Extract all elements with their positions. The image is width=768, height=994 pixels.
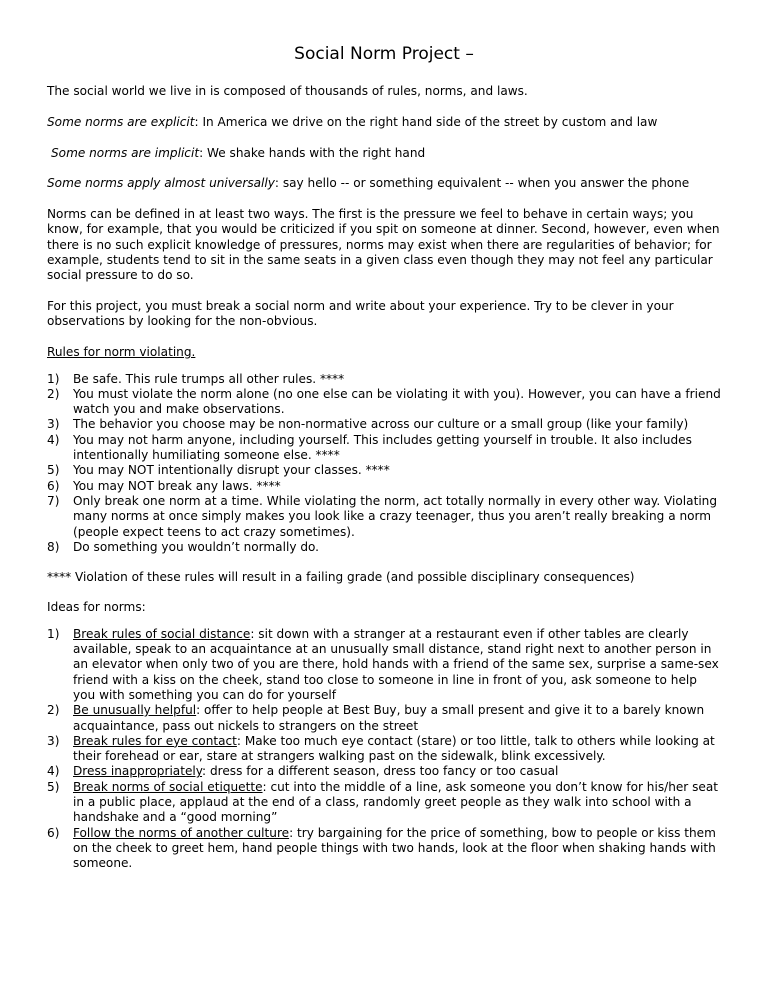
rule-text: Do something you wouldn’t normally do. <box>73 539 320 554</box>
rule-item <box>47 433 721 464</box>
idea-item <box>47 826 721 872</box>
rule-text: The behavior you choose may be non-normative across our culture or a small group (like your family) <box>73 417 689 432</box>
rule-item <box>47 417 721 432</box>
idea-number: 6) <box>47 825 60 840</box>
idea-text: : Make too much eye contact (stare) or too little, talk to others while looking at their forehead or ear, stare at strangers walking past on the sidewalk, blink excessively. <box>73 733 715 764</box>
universal-norms-lead: Some norms apply almost universally <box>47 176 275 191</box>
explicit-norms-paragraph <box>47 115 721 130</box>
idea-text: : cut into the middle of a line, ask someone you don’t know for his/her seat in a public place, applaud at the end of a class, randomly greet people as they walk into school with a handshake and a “good morning” <box>73 779 719 825</box>
rule-item <box>47 387 721 418</box>
idea-text: : offer to help people at Best Buy, buy a small present and give it to a barely known acquaintance, pass out nickels to strangers on the street <box>73 703 705 733</box>
rule-number: 1) <box>47 371 60 386</box>
implicit-norms-paragraph <box>47 146 721 161</box>
implicit-norms-text: : We shake hands with the right hand <box>199 145 426 160</box>
rule-number: 4) <box>47 432 60 447</box>
idea-text: : dress for a different season, dress too fancy or too casual <box>202 764 559 779</box>
rule-text: Only break one norm at a time. While violating the norm, act totally normally in every other way. Violating many norms at once simply makes you look like a crazy teenager, thus you aren’t really breaking a norm (people expect teens to act crazy sometimes). <box>73 493 718 539</box>
implicit-norms-lead: Some norms are implicit <box>51 145 200 160</box>
rule-item <box>47 463 721 478</box>
explicit-norms-text: : In America we drive on the right hand side of the street by custom and law <box>194 114 658 129</box>
universal-norms-text: : say hello -- or something equivalent -- when you answer the phone <box>274 176 690 191</box>
rule-number: 2) <box>47 386 60 401</box>
rule-number: 8) <box>47 539 60 554</box>
idea-number: 1) <box>47 626 60 641</box>
rule-item <box>47 494 721 540</box>
ideas-list <box>47 627 721 872</box>
idea-lead: Dress inappropriately <box>73 764 203 779</box>
rule-number: 5) <box>47 463 60 478</box>
rule-text: You must violate the norm alone (no one else can be violating it with you). However, you can have a friend watch you and make observations. <box>73 386 721 417</box>
rule-item <box>47 479 721 494</box>
idea-number: 2) <box>47 703 60 718</box>
intro-paragraph: The social world we live in is composed of thousands of rules, norms, and laws. <box>47 84 528 98</box>
idea-lead: Break norms of social etiquette <box>73 779 263 794</box>
rule-number: 7) <box>47 493 60 508</box>
rule-item <box>47 372 721 387</box>
explicit-norms-lead: Some norms are explicit <box>47 114 195 129</box>
rule-text: Be safe. This rule trumps all other rules. **** <box>73 371 345 386</box>
rules-list <box>47 372 721 556</box>
idea-item <box>47 780 721 826</box>
idea-number: 3) <box>47 733 60 748</box>
idea-number: 4) <box>47 764 60 779</box>
idea-number: 5) <box>47 779 60 794</box>
rule-text: You may NOT break any laws. **** <box>73 478 281 493</box>
idea-item <box>47 734 721 765</box>
universal-norms-paragraph <box>47 176 721 191</box>
idea-text: : try bargaining for the price of something, bow to people or kiss them on the cheek to greet hem, hand people things with two hands, look at the floor when shaking hands with someone. <box>73 825 716 871</box>
rule-text: You may not harm anyone, including yourself. This includes getting yourself in trouble. It also includes intentionally humiliating someone else. **** <box>73 432 692 463</box>
definition-paragraph: Norms can be defined in at least two ways. The first is the pressure we feel to behave in certain ways; you know, for example, that you would be criticized if you spit on someone at dinner. Second, however, even when there is no such explicit knowledge of pressures, norms may exist when there are regularities of behavior; for example, students tend to sit in the same seats in a given class even though they may not feel any particular social pressure to do so. <box>47 207 720 283</box>
page-title: Social Norm Project – <box>294 44 474 64</box>
idea-text: : sit down with a stranger at a restaurant even if other tables are clearly available, speak to an acquaintance at an unusually small distance, stand right next to another person in an elevator when only two of you are there, hold hands with a friend of the same sex, surprise a same-sex friend with a kiss on the cheek, stand too close to someone in line in front of you, ask someone to help you with something you can do for yourself <box>73 626 719 702</box>
ideas-heading: Ideas for norms: <box>47 600 146 615</box>
idea-lead: Be unusually helpful <box>73 703 197 718</box>
warning-note: **** Violation of these rules will result in a failing grade (and possible disciplinary consequences) <box>47 569 635 584</box>
project-paragraph: For this project, you must break a social norm and write about your experience. Try to be clever in your observations by looking for the non-obvious. <box>47 299 674 329</box>
idea-item <box>47 703 721 734</box>
idea-lead: Follow the norms of another culture <box>73 825 290 840</box>
rule-number: 3) <box>47 417 60 432</box>
rules-heading: Rules for norm violating. <box>47 345 196 360</box>
idea-lead: Break rules for eye contact <box>73 733 237 748</box>
rule-text: You may NOT intentionally disrupt your classes. **** <box>73 463 390 478</box>
idea-item <box>47 764 721 779</box>
rule-item <box>47 540 721 555</box>
idea-lead: Break rules of social distance <box>73 626 251 641</box>
rule-number: 6) <box>47 478 60 493</box>
idea-item <box>47 627 721 703</box>
